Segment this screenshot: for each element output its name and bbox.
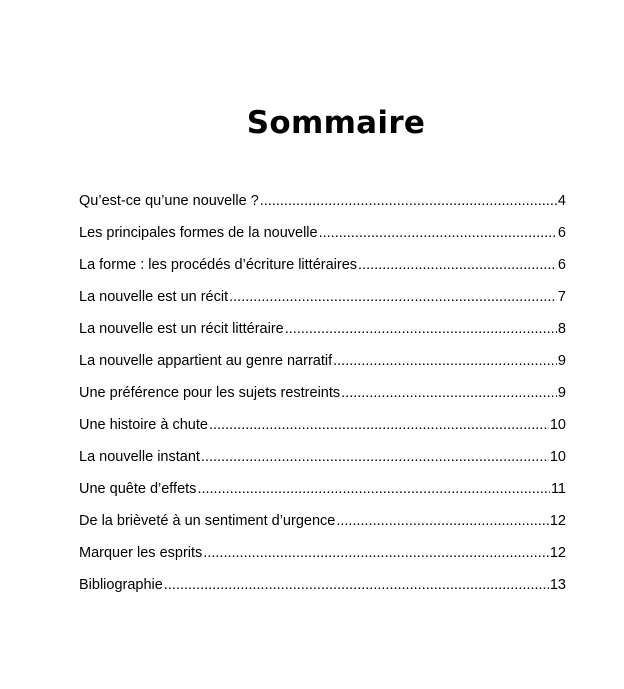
toc-entry[interactable]	[79, 447, 566, 479]
toc-entry-page: 6	[557, 225, 566, 241]
toc-dot-leader	[333, 351, 557, 371]
toc-entry[interactable]	[79, 543, 566, 575]
toc-entry-page: 4	[557, 193, 566, 209]
toc-entry[interactable]	[79, 319, 566, 351]
toc-entry-page: 6	[557, 257, 566, 273]
toc-entry-page: 12	[549, 545, 566, 561]
toc-entry[interactable]	[79, 415, 566, 447]
toc-entry[interactable]	[79, 383, 566, 415]
toc-entry-label: Une préférence pour les sujets restreints	[79, 385, 341, 401]
toc-dot-leader	[319, 223, 557, 243]
toc-entry-page: 13	[549, 577, 566, 593]
toc-entry-page: 9	[557, 385, 566, 401]
toc-entry-page: 8	[557, 321, 566, 337]
toc-dot-leader	[358, 255, 557, 275]
toc-entry-label: La nouvelle appartient au genre narratif	[79, 353, 333, 369]
toc-dot-leader	[203, 543, 549, 563]
toc-dot-leader	[336, 511, 549, 531]
toc-entry-label: De la brièveté à un sentiment d’urgence	[79, 513, 336, 529]
toc-entry-page: 12	[549, 513, 566, 529]
toc-entry-label: Marquer les esprits	[79, 545, 203, 561]
toc-dot-leader	[285, 319, 557, 339]
toc-entry[interactable]	[79, 191, 566, 223]
toc-entry-page: 10	[549, 417, 566, 433]
toc-entry-page: 11	[550, 481, 566, 497]
toc-entry[interactable]	[79, 511, 566, 543]
toc-entry[interactable]	[79, 255, 566, 287]
toc-dot-leader	[197, 479, 550, 499]
toc-entry[interactable]	[79, 351, 566, 383]
toc-dot-leader	[164, 575, 549, 595]
toc-entry-label: Les principales formes de la nouvelle	[79, 225, 318, 241]
toc-entry-label: Une quête d’effets	[79, 481, 197, 497]
toc-entry-label: Bibliographie	[79, 577, 163, 593]
toc-entry-label: La nouvelle instant	[79, 449, 200, 465]
toc-dot-leader	[201, 447, 549, 467]
toc-entry-label: Qu’est-ce qu’une nouvelle ?	[79, 193, 259, 209]
table-of-contents	[79, 191, 566, 607]
toc-entry[interactable]	[79, 223, 566, 255]
toc-dot-leader	[209, 415, 549, 435]
toc-entry[interactable]	[79, 287, 566, 319]
toc-entry-label: La nouvelle est un récit littéraire	[79, 321, 284, 337]
toc-entry-page: 10	[549, 449, 566, 465]
toc-entry-page: 9	[557, 353, 566, 369]
toc-dot-leader	[229, 287, 557, 307]
toc-dot-leader	[260, 191, 557, 211]
page-title: Sommaire	[246, 104, 426, 141]
toc-dot-leader	[341, 383, 557, 403]
toc-entry-label: La forme : les procédés d’écriture littéraires	[79, 257, 358, 273]
toc-entry-label: La nouvelle est un récit	[79, 289, 229, 305]
toc-entry-page: 7	[557, 289, 566, 305]
toc-entry[interactable]	[79, 479, 566, 511]
toc-entry[interactable]	[79, 575, 566, 607]
toc-entry-label: Une histoire à chute	[79, 417, 208, 433]
